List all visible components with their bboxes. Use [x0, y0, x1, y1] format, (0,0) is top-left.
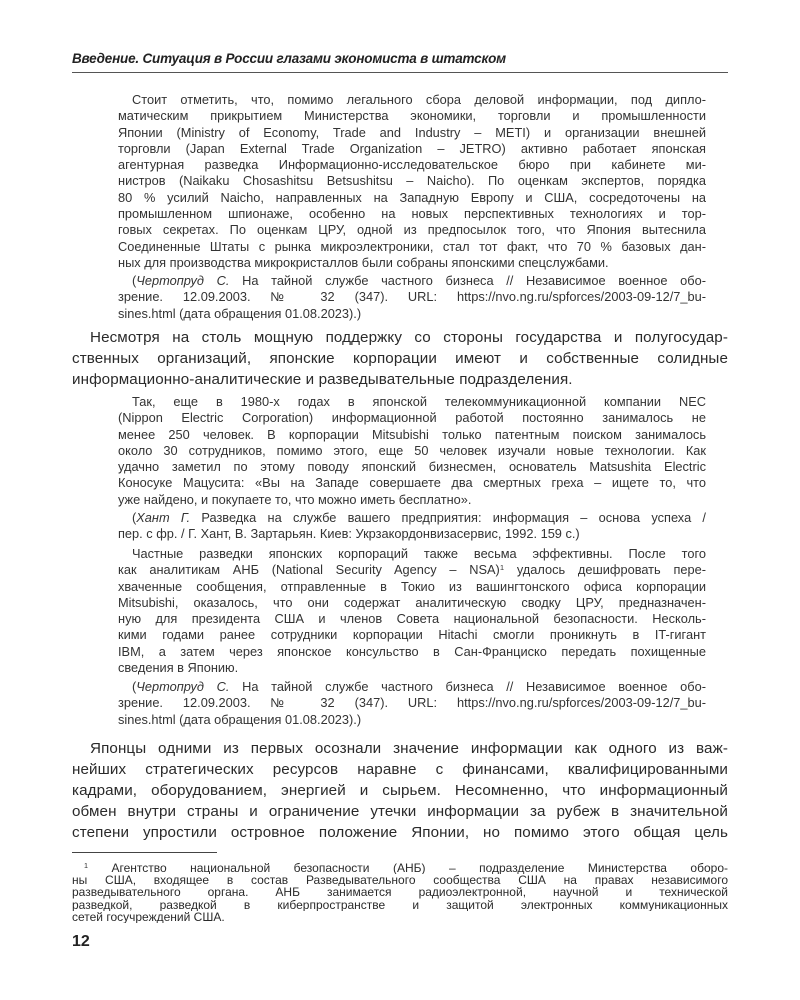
text-line: Соединенные Штаты с рынка микроэлектроники, стал тот факт, что 70 % базовых дан-: [118, 238, 706, 254]
text-segment: На тайной службе частного бизнеса // Независимое военное обо-: [229, 273, 706, 288]
text-line: сведения в Японию.: [118, 660, 239, 676]
text-line: [118, 510, 706, 526]
text-line: кими годами ранее сотрудники корпорации Hitachi смогли проникнуть в IT-гигант: [118, 627, 706, 643]
text-line: сетей госучреждений США.: [72, 910, 225, 923]
header-rule: [72, 72, 728, 73]
text-line: агентурная разведка Информационно-исследовательское бюро при кабинете ми-: [118, 157, 706, 173]
author-name: Чертопруд С.: [136, 679, 230, 694]
text-line: матическим прикрытием Министерства экономики, торговли и промышленности: [118, 108, 706, 124]
footnote-separator: [72, 852, 217, 853]
text-line: Японии (Ministry of Economy, Trade and Industry – METI) и организации внешней: [118, 124, 706, 140]
author-name: Хант Г.: [136, 510, 191, 525]
text-line: [118, 273, 706, 289]
text-line: торговли (Japan External Trade Organization – JETRO) активно работает японская: [118, 140, 706, 156]
text-line: зрение. 12.09.2003. № 32 (347). URL: https://nvo.ng.ru/spforces/2003-09-12/7_bu-: [118, 289, 706, 305]
citation-chertoprud-2: [118, 679, 706, 728]
text-line: (Nippon Electric Corporation) информационной работой постоянно занималось не: [118, 410, 706, 426]
text-line: степени упростили островное положение Японии, но помимо этого общая цель: [72, 824, 728, 841]
text-segment: как аналитикам АНБ (National Security Agency – NSA): [118, 562, 500, 578]
text-segment: Агентство национальной безопасности (АНБ) – подразделение Министерства оборо-: [88, 862, 728, 875]
quote-nsa-hitachi: [118, 546, 706, 676]
text-line: ственных организаций, японские корпорации имеют и собственные солидные: [72, 350, 728, 367]
text-line: [118, 562, 706, 578]
text-segment: (: [132, 679, 137, 694]
text-segment: (: [132, 273, 137, 288]
text-line: менее 250 человек. В корпорации Mitsubishi только патентным поиском занималось: [118, 426, 706, 442]
text-line: 80 % усилий Naicho, направленных на Западную Европу и США, сосредоточены на: [118, 189, 706, 205]
text-line: ны США, входящее в состав Разведывательного сообщества США на правах независимого: [72, 874, 728, 887]
text-segment: На тайной службе частного бизнеса // Независимое военное обо-: [229, 679, 706, 694]
text-line: хваченные сообщения, отправленные в Токио из вашингтонского офиса корпорации: [118, 578, 706, 594]
text-line: sines.html (дата обращения 01.08.2023).): [118, 711, 362, 727]
text-line: ную для президента США и членов Совета национальной безопасности. Несколь-: [118, 611, 706, 627]
text-line: обмен внутри страны и ограничение утечки информации за рубеж в значительной: [72, 803, 728, 820]
citation-chertoprud-1: [118, 273, 706, 322]
text-line: Коносуке Мацусита: «Вы на Западе совершаете два смертных греха – ищете то, что: [118, 475, 706, 491]
text-line: Стоит отметить, что, помимо легального сбора деловой информации, под дипло-: [132, 92, 706, 107]
text-line: пер. с фр. / Г. Хант, В. Зартарьян. Киев: Укрзакордонвизасервис, 1992. 159 с.): [118, 526, 580, 542]
text-line: [72, 862, 728, 874]
text-line: Несмотря на столь мощную поддержку со стороны государства и полугосудар-: [90, 329, 728, 346]
author-name: Чертопруд С.: [136, 273, 230, 288]
text-line: информационно-аналитические и разведывательные подразделения.: [72, 371, 573, 388]
text-line: нейших стратегических ресурсов наравне с финансами, квалифицированными: [72, 761, 728, 778]
quote-nec-mitsubishi: [118, 394, 706, 508]
running-head: Введение. Ситуация в России глазами экономиста в штатском: [72, 51, 506, 66]
footnote-marker: 1: [84, 862, 88, 871]
text-line: промышленном шпионаже, особенно на новых перспективных технологиях и тор-: [118, 206, 706, 222]
paragraph-information-resource: [72, 738, 728, 843]
text-line: Mitsubishi, оказалось, что они содержат аналитическую сводку ЦРУ, предназначен-: [118, 594, 706, 610]
text-line: Так, еще в 1980-х годах в японской телекоммуникационной компании NEC: [132, 394, 706, 409]
page-number: 12: [72, 933, 90, 950]
footnote-1: [72, 862, 728, 923]
text-line: зрение. 12.09.2003. № 32 (347). URL: https://nvo.ng.ru/spforces/2003-09-12/7_bu-: [118, 695, 706, 711]
text-segment: удалось дешифровать пере-: [504, 562, 706, 578]
text-line: кадрами, оборудованием, энергией и сырьем. Несомненно, что информационный: [72, 782, 728, 799]
text-segment: Разведка на службе вашего предприятия: информация – основа успеха /: [190, 510, 706, 525]
text-line: sines.html (дата обращения 01.08.2023).): [118, 305, 362, 321]
text-line: говых секретах. По оценкам ЦРУ, одной из предпосылок того, что Япония вытеснила: [118, 222, 706, 238]
text-line: около 30 сотрудников, помимо этого, еще 50 человек изучали новые технологии. Как: [118, 442, 706, 458]
citation-hunt: [118, 510, 706, 543]
text-segment: (: [132, 510, 137, 525]
text-line: удачно заметил по этому поводу японский бизнесмен, основатель Matsushita Electric: [118, 459, 706, 475]
paragraph-corporate-intelligence: [72, 327, 728, 390]
text-line: ных для производства микрокристаллов были собраны японскими спецслужбами.: [118, 254, 609, 270]
footnote-marker: 1: [499, 563, 505, 573]
quote-meti-jetro: [118, 92, 706, 271]
text-line: разведывательного органа. АНБ занимается радиоэлектронной, научной и технической: [72, 886, 728, 899]
text-line: Японцы одними из первых осознали значение информации как одного из важ-: [90, 740, 728, 757]
text-line: нистров (Naikaku Chosashitsu Betsushitsu – Naicho). По оценкам экспертов, порядка: [118, 173, 706, 189]
text-line: [118, 679, 706, 695]
text-line: уже найдено, и покупаете то, что можно иметь бесплатно».: [118, 491, 472, 507]
text-line: Частные разведки японских корпораций также весьма эффективны. После того: [132, 546, 706, 561]
text-line: IBM, а затем через японское консульство в Сан-Франциско передать похищенные: [118, 643, 706, 659]
text-line: разведкой, разведкой в киберпространстве и защитой электронных коммуникационных: [72, 898, 728, 911]
